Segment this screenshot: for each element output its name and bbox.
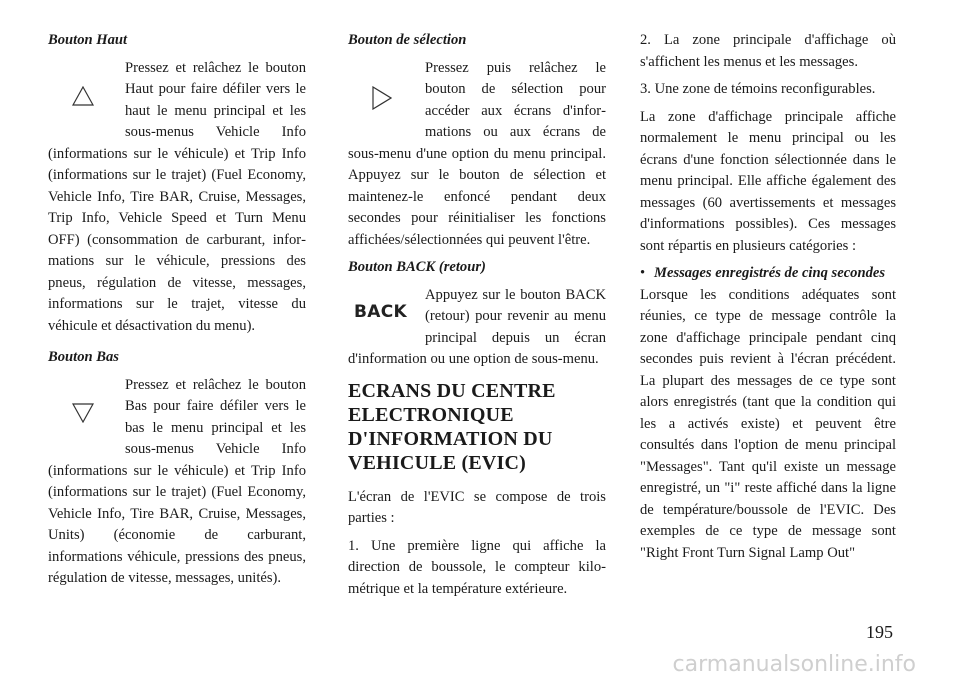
down-arrow-icon xyxy=(48,375,125,459)
bullet-icon: • xyxy=(640,265,646,281)
back-button-icon: BACK xyxy=(354,301,407,322)
heading-select-button: Bouton de sélection xyxy=(348,32,467,48)
heading-back-button: Bouton BACK (retour) xyxy=(348,259,486,275)
list-item-3: 3. Une zone de témoins reconfigurables. xyxy=(640,81,876,97)
paragraph-down-button: Pressez et relâchez le bouton Bas pour faire défiler vers le bas le menu principal et les sous-menus Vehicle Info (informations sur le véhicule) et Trip Info (informations sur le trajet) (Fuel Economy, Vehicle Info, Tire BAR, Cruise, Messages, Units) (économie de carburant, informations véhicule, pressions des pneus, régulation de vitesse, messages, unités). xyxy=(48,376,306,586)
list-item-2: 2. La zone principale d'affichage où s'affichent les menus et les messages. xyxy=(640,32,896,70)
bullet-stored-messages: • Messages enregistrés de cinq secondes xyxy=(640,263,896,285)
paragraph-evic-intro: L'écran de l'EVIC se compose de trois parties : xyxy=(348,488,606,526)
column-right xyxy=(640,30,896,570)
heading-down-button: Bouton Bas xyxy=(48,349,119,365)
page-number: 195 xyxy=(866,622,893,642)
list-item-1: 1. Une première ligne qui affiche la direction de boussole, le compteur kilométrique et la température extérieure. xyxy=(348,537,606,597)
section-title: ECRANS DU CENTRE ELECTRONIQUE D'INFORMATION DU VEHICULE (EVIC) xyxy=(348,379,556,474)
paragraph-select-button: Pressez puis relâchez le bouton de sélection pour accéder aux écrans d'informations ou aux écrans de sous-menu d'une option du menu principal. Appuyez sur le bouton de sélection et maintenez-le enfoncé pendant deux secondes pour réinitialiser les fonctions affichées/sélectionnées qui peuvent l'être. xyxy=(348,59,606,248)
paragraph-stored-messages: Lorsque les conditions adéquates sont réunies, ce type de message contrôle la zone d'affichage principale pendant cinq secondes puis revient à l'écran précédent. La plupart des messages de ce type sont alors enregistrés (tant que la condition qui les a activés existe) et peuvent être consultés dans l'option de menu principal "Messages". Tant qu'il existe un message enregistré, un "i" reste affiché dans la ligne de température/boussole de l'EVIC. Des exemples de ce type de message sont "Right Front Turn Signal Lamp Out" xyxy=(640,286,896,561)
paragraph-back-button: BACK Appuyez sur le bouton BACK (retour) pour revenir au menu principal depuis un écran d'information ou une option de sous-menu. xyxy=(348,286,606,367)
column-left xyxy=(48,30,306,596)
column-middle xyxy=(348,30,606,606)
paragraph-up-button: Pressez et relâchez le bouton Haut pour faire défiler vers le haut le menu principal et les sous-menus Vehicle Info (informations sur le véhicule) et Trip Info (informations sur le trajet) (Fuel Economy, Vehicle Info, Tire BAR, Cruise, Messages, Trip Info, Vehicle Speed et Turn Menu OFF) (consommation de carburant, informations sur le véhicule, pressions des pneus, régulation de vitesse, messages, informations sur le trajet, vitesse du véhicule et désactivation du menu). xyxy=(48,59,306,334)
up-arrow-icon xyxy=(48,58,125,142)
paragraph-main-display: La zone d'affichage principale affiche normalement le menu principal ou les écrans d'une fonction sélectionnée dans le menu principal. Elle affiche également des messages (60 avertissements et messages d'informations possibles). Ces messages sont répartis en plusieurs catégories : xyxy=(640,108,896,254)
watermark: carmanualsonline.info xyxy=(0,651,960,678)
heading-up-button: Bouton Haut xyxy=(48,32,128,48)
right-arrow-icon xyxy=(348,58,425,142)
